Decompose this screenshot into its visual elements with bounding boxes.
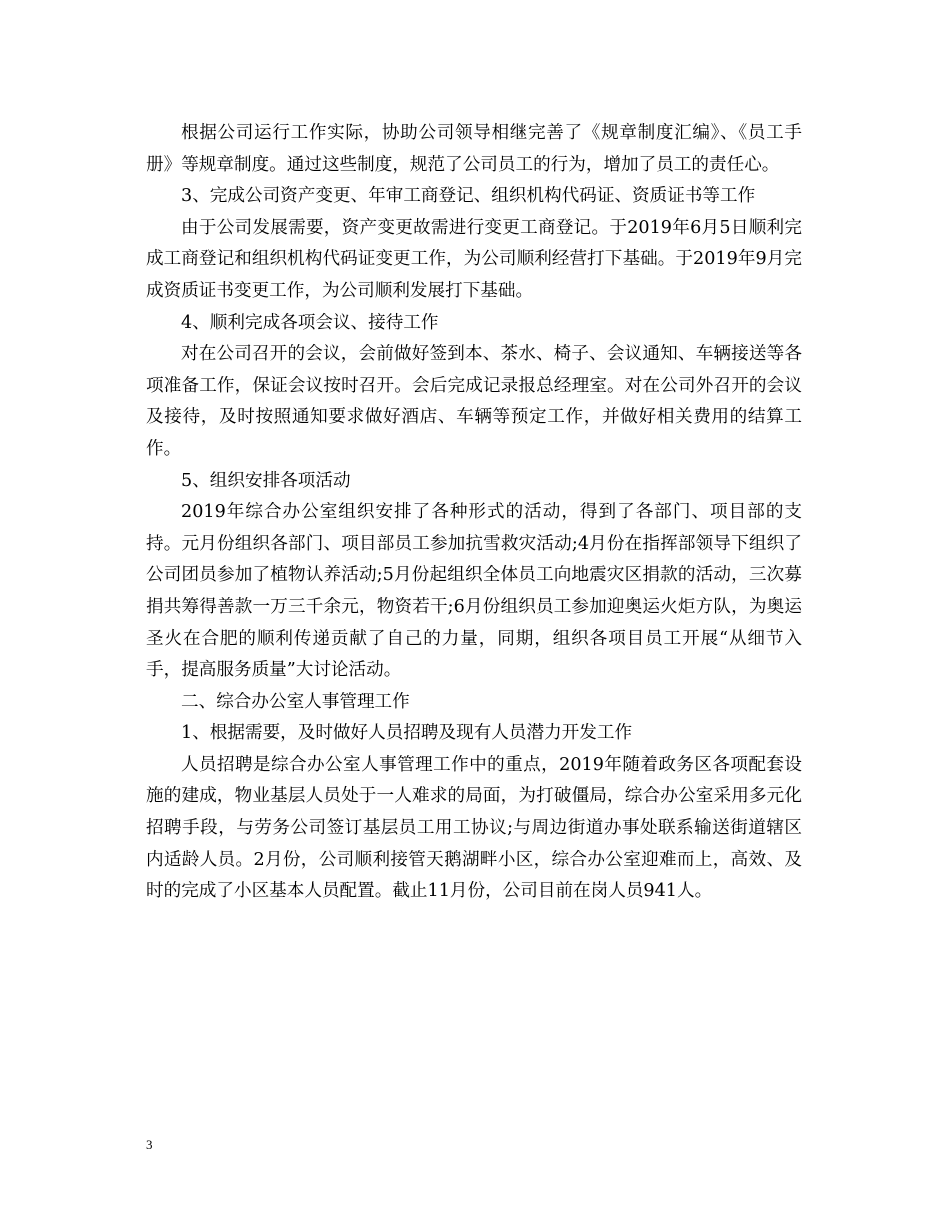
heading-hr-management: 二、综合办公室人事管理工作 [181,691,410,712]
paragraph-recruitment: 人员招聘是综合办公室人事管理工作中的重点，2019年随着政务区各项配套设施的建成，物业基层人员处于一人难求的局面，为打破僵局，综合办公室采用多元化招聘手段，与劳务公司签订基层员工用工协议;与周边街道办事处联系输送街道辖区内适龄人员。2月份，公司顺利接管天鹅湖畔小区，综合办公室迎难而上，高效、及时的完成了小区基本人员配置。截止11月份，公司目前在岗人员941人。 [146,754,802,902]
paragraph-meetings: 对在公司召开的会议，会前做好签到本、茶水、椅子、会议通知、车辆接送等各项准备工作，保证会议按时召开。会后完成记录报总经理室。对在公司外召开的会议及接待，及时按照通知要求做好酒店、车辆等预定工作，并做好相关费用的结算工作。 [146,344,802,459]
paragraph-activities: 2019年综合办公室组织安排了各种形式的活动，得到了各部门、项目部的支持。元月份组织各部门、项目部员工参加抗雪救灾活动;4月份在指挥部领导下组织了公司团员参加了植物认养活动;5月份起组织全体员工向地震灾区捐款的活动，三次募捐共筹得善款一万三千余元，物资若干;6月份组织员工参加迎奥运火炬方队，为奥运圣火在合肥的顺利传递贡献了自己的力量，同期，组织各项目员工开展“从细节入手，提高服务质量”大讨论活动。 [146,502,802,681]
heading-meetings: 4、顺利完成各项会议、接待工作 [181,312,439,333]
paragraph-regulations: 根据公司运行工作实际，协助公司领导相继完善了《规章制度汇编》、《员工手册》等规章制度。通过这些制度，规范了公司员工的行为，增加了员工的责任心。 [146,123,802,175]
paragraph-asset-change: 由于公司发展需要，资产变更故需进行变更工商登记。于2019年6月5日顺利完成工商登记和组织机构代码证变更工作，为公司顺利经营打下基础。于2019年9月完成资质证书变更工作，为公司顺利发展打下基础。 [146,217,802,301]
heading-activities: 5、组织安排各项活动 [181,470,351,491]
heading-recruitment: 1、根据需要，及时做好人员招聘及现有人员潜力开发工作 [181,723,633,744]
document-body [146,118,802,908]
page-number: 3 [146,1137,153,1152]
heading-asset-change: 3、完成公司资产变更、年审工商登记、组织机构代码证、资质证书等工作 [181,186,756,207]
